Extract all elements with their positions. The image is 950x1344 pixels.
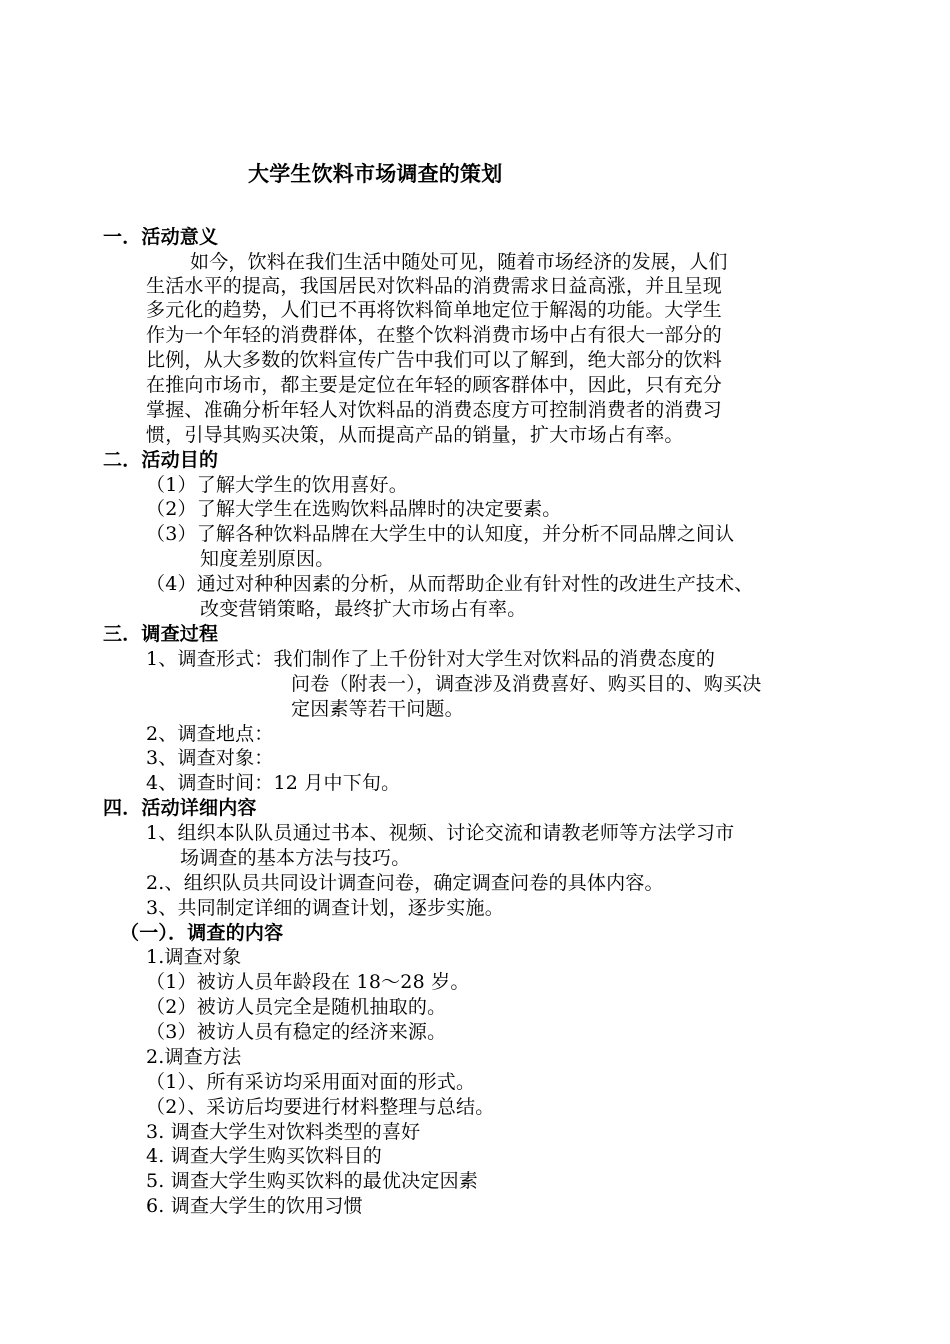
paragraph-line: 多元化的趋势，人们已不再将饮料简单地定位于解渴的功能。大学生	[146, 299, 723, 321]
list-item: 1、组织本队队员通过书本、视频、讨论交流和请教老师等方法学习市	[146, 822, 735, 844]
list-item: 3. 调查大学生对饮料类型的喜好	[146, 1121, 421, 1143]
subsection-heading: （一）．调查的内容	[120, 922, 284, 944]
section-heading-2: 二．活动目的	[103, 449, 219, 471]
list-item: （4）通过对种种因素的分析，从而帮助企业有针对性的改进生产技术、	[146, 573, 754, 595]
paragraph-line: 比例，从大多数的饮料宣传广告中我们可以了解到，绝大部分的饮料	[146, 349, 723, 371]
paragraph-line: 生活水平的提高，我国居民对饮料品的消费需求日益高涨，并且呈现	[146, 275, 723, 297]
list-item: 3、共同制定详细的调查计划，逐步实施。	[146, 897, 504, 919]
list-item: 2.调查方法	[146, 1046, 242, 1068]
list-item: 1.调查对象	[146, 946, 242, 968]
list-item-continuation: 问卷（附表一），调查涉及消费喜好、购买目的、购买决	[291, 673, 762, 695]
list-item: 2.、组织队员共同设计调查问卷，确定调查问卷的具体内容。	[146, 872, 664, 894]
section-heading-4: 四．活动详细内容	[103, 797, 257, 819]
list-item: （2）被访人员完全是随机抽取的。	[146, 996, 447, 1018]
list-item: （3）了解各种饮料品牌在大学生中的认知度，并分析不同品牌之间认	[146, 523, 735, 545]
list-item: 3、调查对象：	[146, 747, 274, 769]
list-item: （2）、采访后均要进行材料整理与总结。	[146, 1096, 495, 1118]
list-item-continuation: 场调查的基本方法与技巧。	[180, 847, 411, 869]
list-item-continuation: 定因素等若干问题。	[291, 698, 464, 720]
list-item: （2）了解大学生在选购饮料品牌时的决定要素。	[146, 498, 562, 520]
paragraph-line: 掌握、准确分析年轻人对饮料品的消费态度方可控制消费者的消费习	[146, 399, 723, 421]
list-item-continuation: 改变营销策略，最终扩大市场占有率。	[200, 598, 527, 620]
list-item: （1）了解大学生的饮用喜好。	[146, 474, 408, 496]
paragraph-line: 惯，引导其购买决策，从而提高产品的销量，扩大市场占有率。	[146, 424, 684, 446]
list-item: 5. 调查大学生购买饮料的最优决定因素	[146, 1170, 478, 1192]
list-item: （1）、所有采访均采用面对面的形式。	[146, 1071, 476, 1093]
list-item: 6. 调查大学生的饮用习惯	[146, 1195, 363, 1217]
section-heading-1: 一．活动意义	[103, 226, 219, 248]
list-item: （1）被访人员年龄段在 18～28 岁。	[146, 971, 470, 993]
paragraph-line: 作为一个年轻的消费群体，在整个饮料消费市场中占有很大一部分的	[146, 324, 723, 346]
list-item-continuation: 知度差别原因。	[200, 548, 335, 570]
paragraph-line: 在推向市场市，都主要是定位在年轻的顾客群体中，因此，只有充分	[146, 374, 723, 396]
list-item: 2、调查地点：	[146, 723, 274, 745]
document-title: 大学生饮料市场调查的策划	[248, 162, 503, 186]
list-item: （3）被访人员有稳定的经济来源。	[146, 1021, 447, 1043]
list-item: 1、调查形式：我们制作了上千份针对大学生对饮料品的消费态度的	[146, 648, 716, 670]
section-heading-3: 三．调查过程	[103, 623, 219, 645]
list-item: 4. 调查大学生购买饮料目的	[146, 1145, 382, 1167]
list-item: 4、调查时间：12 月中下旬。	[146, 772, 401, 794]
paragraph-line: 如今，饮料在我们生活中随处可见，随着市场经济的发展，人们	[190, 251, 728, 273]
